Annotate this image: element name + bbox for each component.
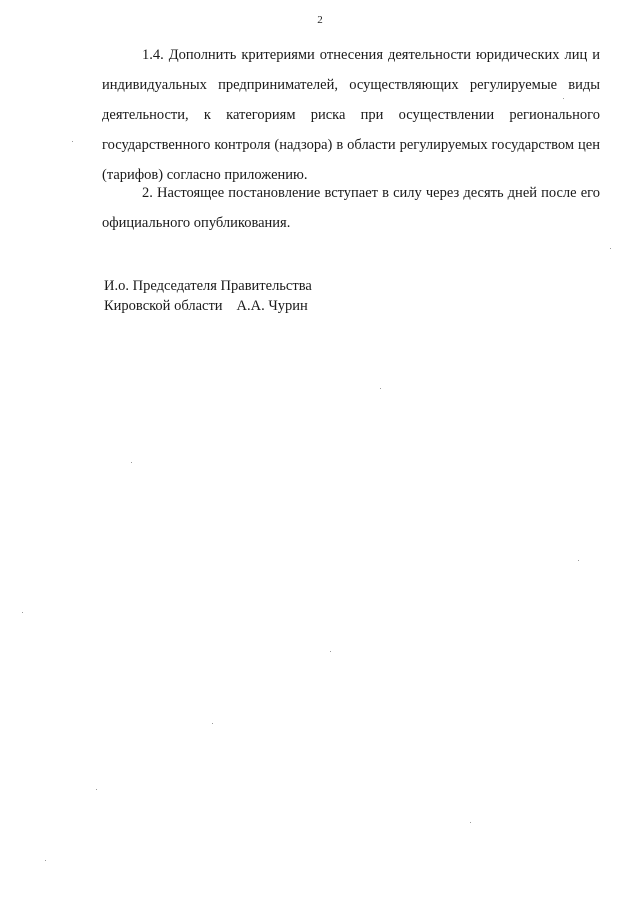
signatory-position: И.о. Председателя Правительства <box>104 278 312 294</box>
scan-speck <box>72 141 73 142</box>
paragraph-2: 2. Настоящее постановление вступает в силу через десять дней после его официального опубликования. <box>102 185 600 231</box>
signature-block <box>104 276 312 316</box>
signature-line-2 <box>104 296 312 316</box>
scan-speck <box>96 789 97 790</box>
scan-speck <box>563 98 564 99</box>
scan-speck <box>380 388 381 389</box>
scan-speck <box>212 723 213 724</box>
scan-speck <box>45 860 46 861</box>
signatory-organization: Кировской области <box>104 298 223 314</box>
scan-speck <box>22 612 23 613</box>
scan-speck <box>330 651 331 652</box>
scan-speck <box>610 248 611 249</box>
page-number: 2 <box>317 14 323 26</box>
scan-speck <box>131 462 132 463</box>
paragraph-1-4: 1.4. Дополнить критериями отнесения деятельности юридических лиц и индивидуальных предпринимателей, осуществляющих регулируемые виды деятельности, к категориям риска при осуществлении регионального государственного контроля (надзора) в области регулируемых государством цен (тарифов) согласно приложению. <box>102 47 600 183</box>
scan-speck <box>470 822 471 823</box>
scan-speck <box>578 560 579 561</box>
signatory-name: А.А. Чурин <box>236 298 308 314</box>
